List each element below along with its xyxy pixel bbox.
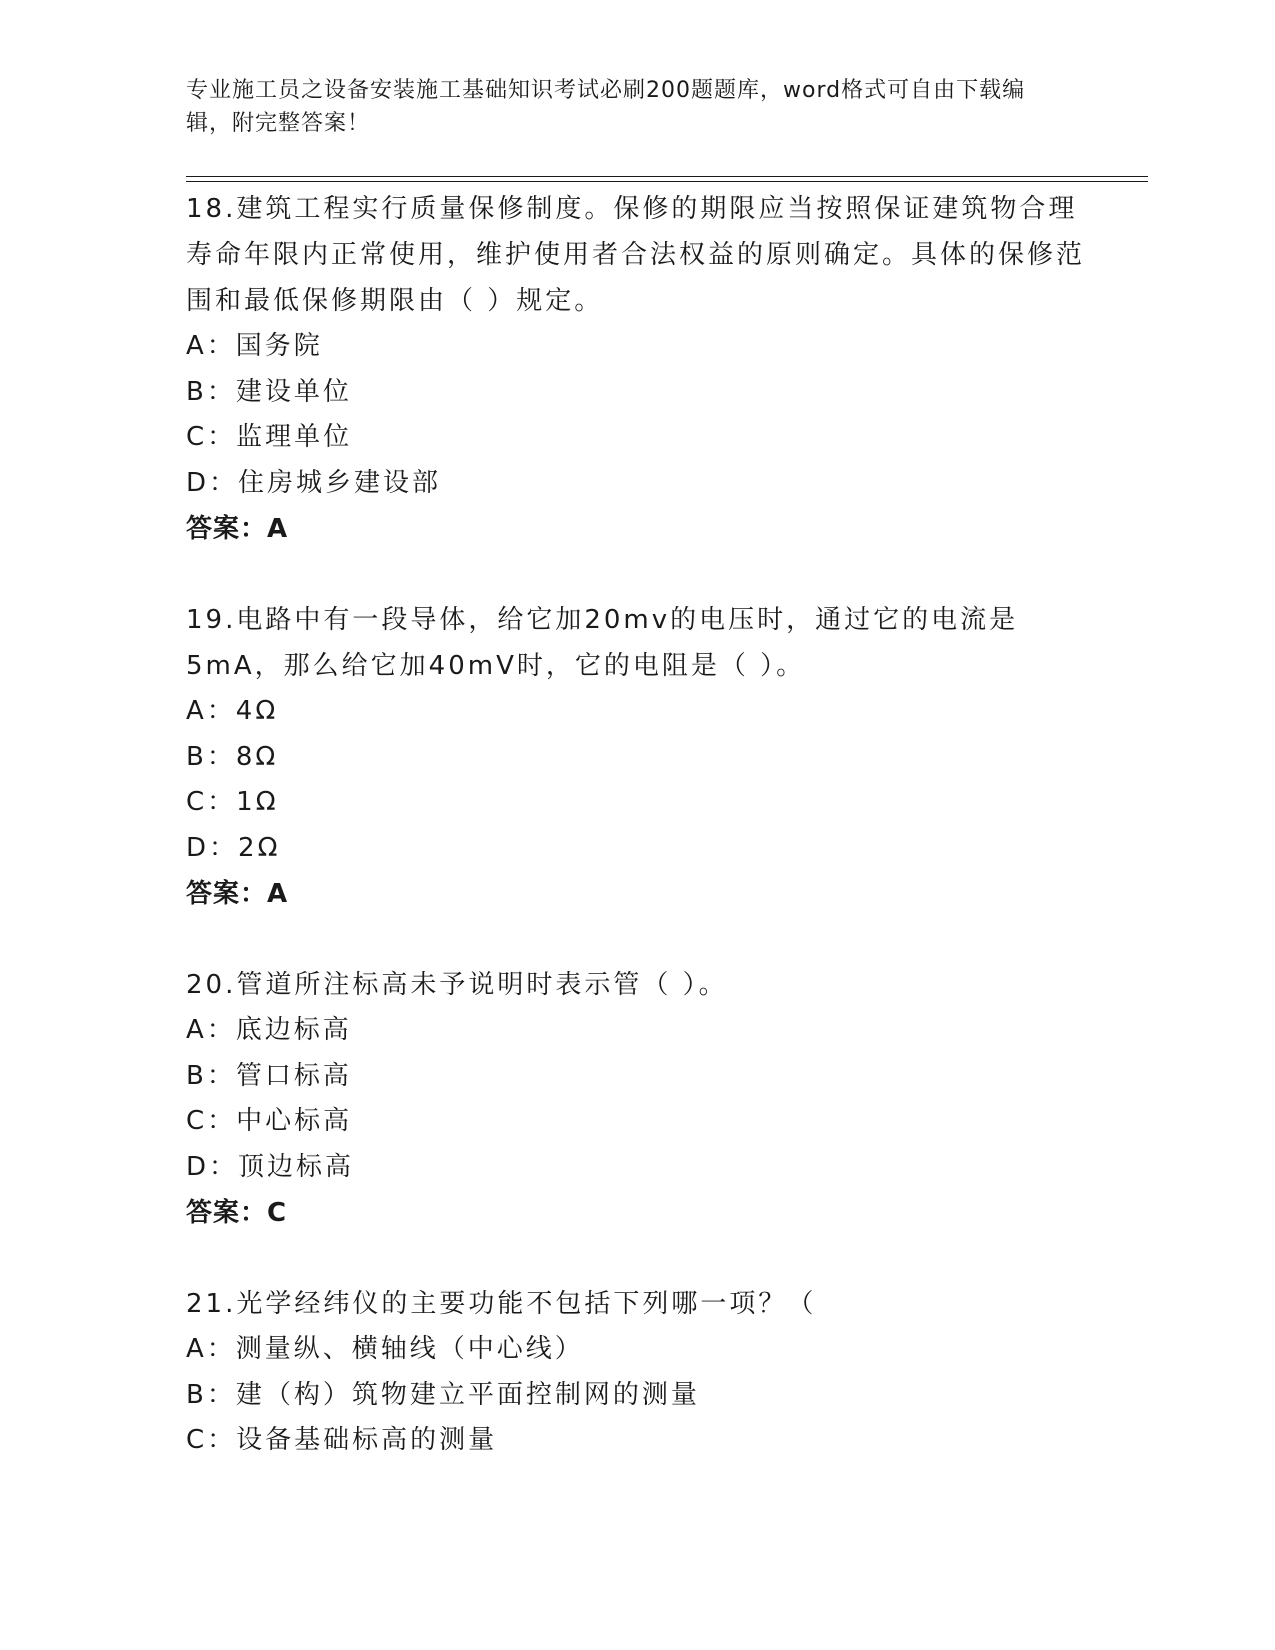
question-19 [186, 597, 1086, 917]
option-c: C：设备基础标高的测量 [186, 1425, 498, 1455]
page-header: 专业施工员之设备安装施工基础知识考试必刷200题题库，word格式可自由下载编辑，附完整答案！ [186, 78, 1026, 136]
option-a: A：测量纵、横轴线（中心线） [186, 1334, 584, 1364]
answer: 答案：A [186, 879, 289, 909]
option-a: A：底边标高 [186, 1015, 352, 1045]
question-stem: 20.管道所注标高未予说明时表示管（ ）。 [186, 970, 728, 1000]
option-a: A：国务院 [186, 331, 323, 361]
question-stem: 21.光学经纬仪的主要功能不包括下列哪一项？（ [186, 1289, 817, 1319]
question-20 [186, 962, 1086, 1236]
header-divider [186, 176, 1148, 182]
answer: 答案：C [186, 1198, 288, 1228]
option-b: B：建设单位 [186, 376, 352, 407]
option-d: D：顶边标高 [186, 1151, 355, 1182]
option-c: C：1Ω [186, 787, 279, 817]
question-18 [186, 186, 1086, 552]
option-b: B：管口标高 [186, 1060, 352, 1091]
option-b: B：建（构）筑物建立平面控制网的测量 [186, 1379, 700, 1410]
answer: 答案：A [186, 514, 289, 544]
option-c: C：监理单位 [186, 422, 353, 452]
option-d: D：住房城乡建设部 [186, 467, 442, 498]
question-stem: 18.建筑工程实行质量保修制度。保修的期限应当按照保证建筑物合理寿命年限内正常使用，维护使用者合法权益的原则确定。具体的保修范围和最低保修期限由（ ）规定。 [186, 194, 1086, 316]
option-c: C：中心标高 [186, 1106, 353, 1136]
option-a: A：4Ω [186, 696, 279, 726]
question-stem: 19.电路中有一段导体，给它加20mv的电压时，通过它的电流是5mA，那么给它加40mV时，它的电阻是（ ）。 [186, 605, 1019, 681]
option-d: D：2Ω [186, 832, 281, 863]
question-list [186, 186, 1086, 1509]
question-21 [186, 1281, 1086, 1464]
option-b: B：8Ω [186, 741, 279, 772]
